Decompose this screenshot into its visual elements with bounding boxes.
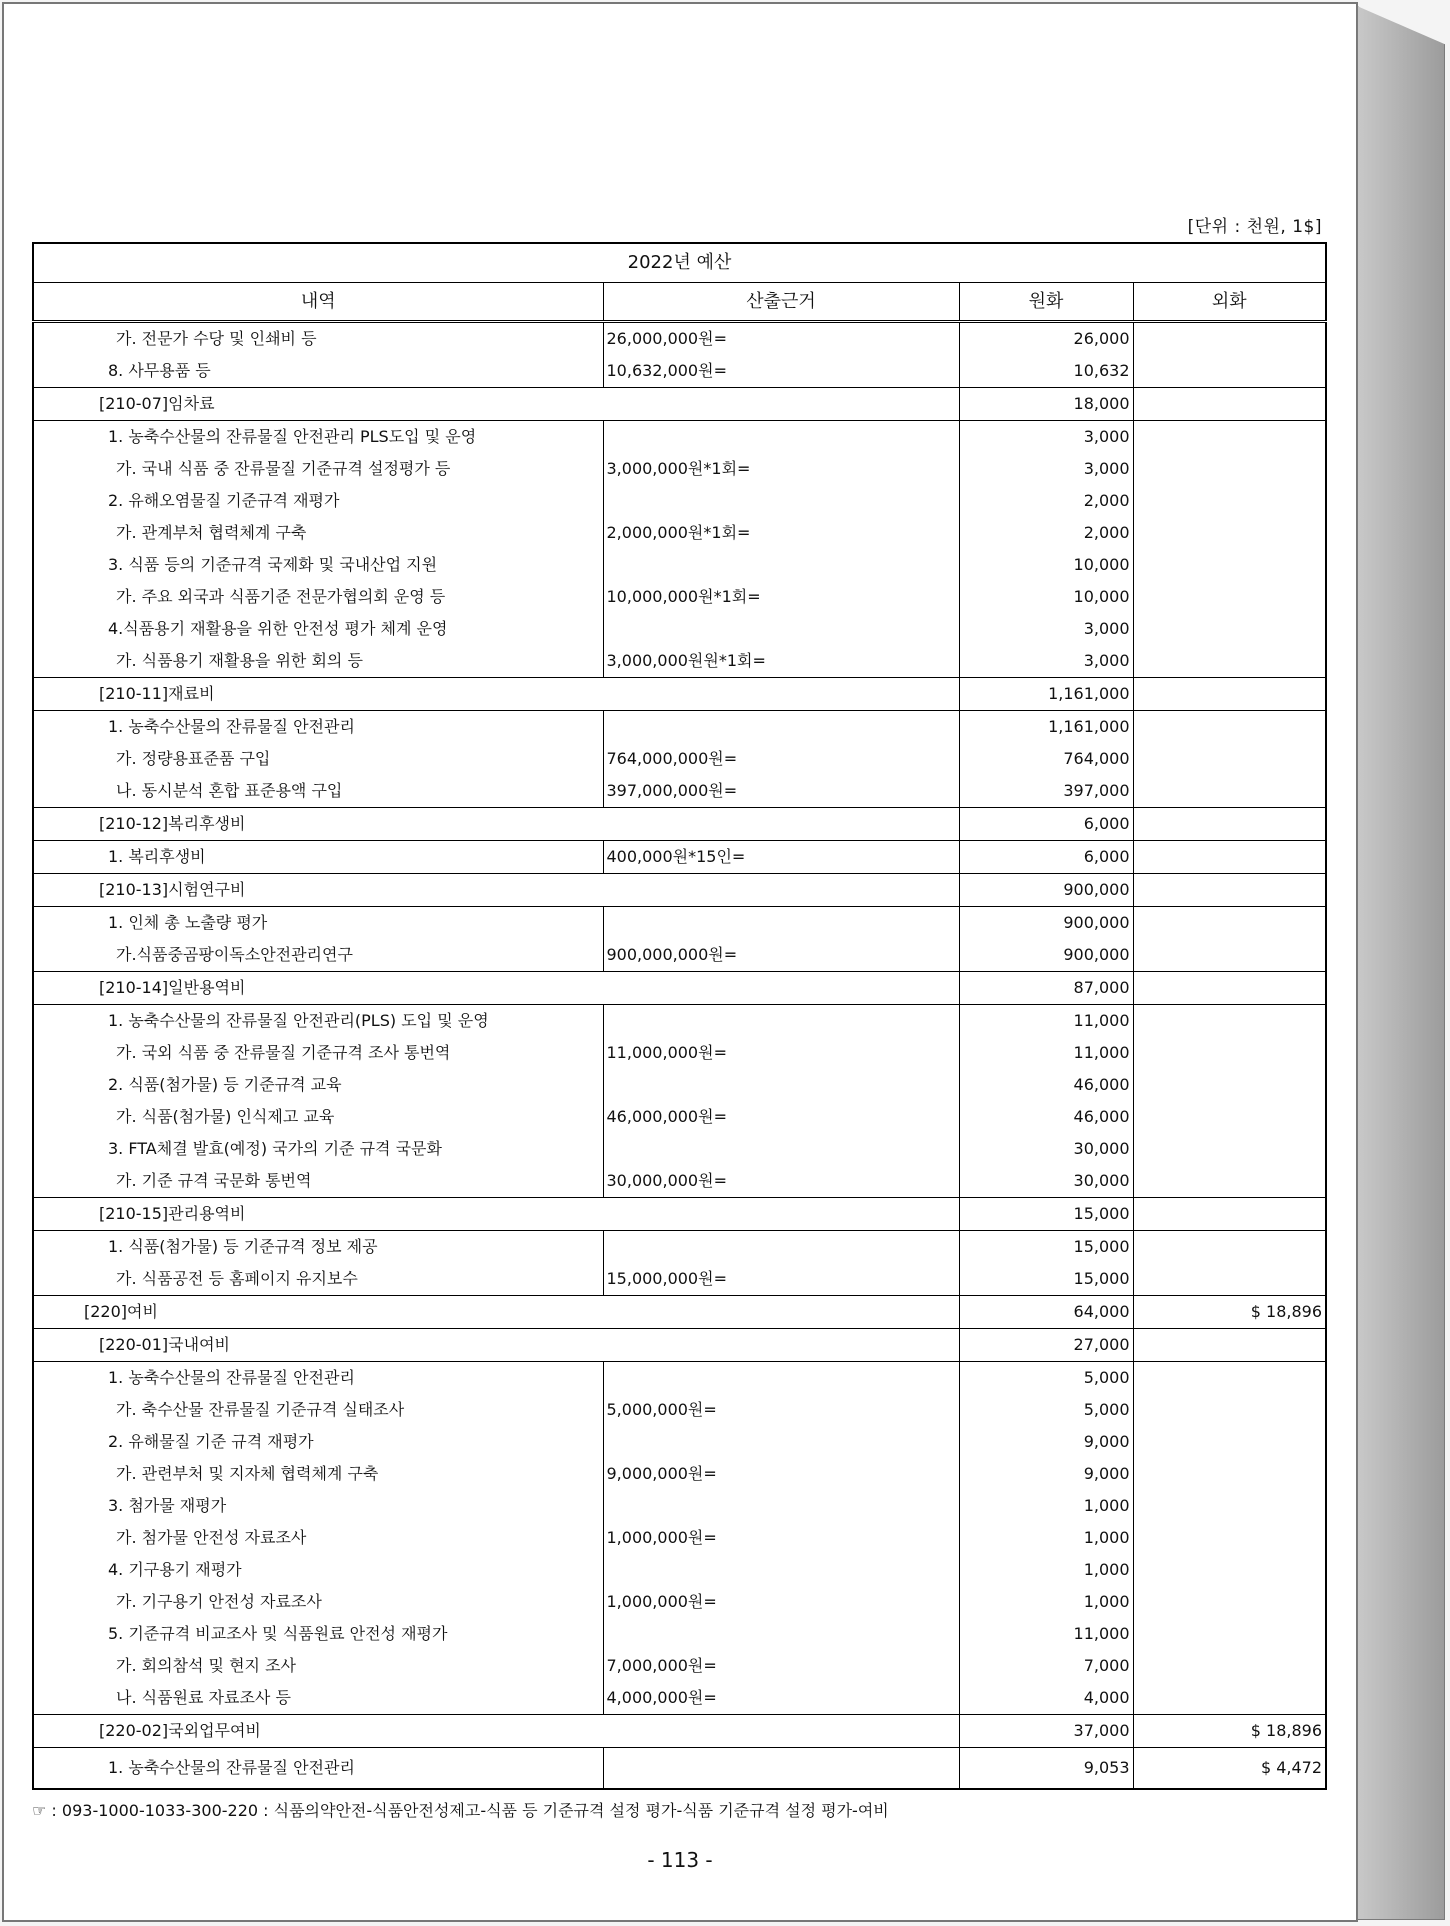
row-foreign	[1133, 1165, 1326, 1198]
header-foreign: 외화	[1133, 283, 1326, 322]
table-row	[33, 1005, 1326, 1038]
row-label: 가. 식품용기 재활용을 위한 회의 등	[33, 645, 603, 678]
row-krw: 11,000	[959, 1618, 1133, 1650]
row-basis	[603, 1362, 959, 1395]
row-krw: 7,000	[959, 1650, 1133, 1682]
table-row	[33, 517, 1326, 549]
row-basis	[603, 549, 959, 581]
row-basis: 900,000,000원=	[603, 939, 959, 972]
row-basis: 26,000,000원=	[603, 322, 959, 356]
table-row	[33, 1426, 1326, 1458]
row-krw: 3,000	[959, 421, 1133, 454]
table-row	[33, 1165, 1326, 1198]
row-label: 5. 기준규격 비교조사 및 식품원료 안전성 재평가	[33, 1618, 603, 1650]
row-krw: 1,000	[959, 1554, 1133, 1586]
row-krw: 30,000	[959, 1133, 1133, 1165]
row-krw: 26,000	[959, 322, 1133, 356]
section-row	[33, 1715, 1326, 1748]
row-foreign	[1133, 388, 1326, 421]
table-row	[33, 1101, 1326, 1133]
table-row	[33, 1133, 1326, 1165]
table-row	[33, 1522, 1326, 1554]
section-row	[33, 1198, 1326, 1231]
row-krw: 11,000	[959, 1005, 1133, 1038]
row-label: 1. 농축수산물의 잔류물질 안전관리	[33, 711, 603, 744]
table-row	[33, 581, 1326, 613]
row-krw: 3,000	[959, 645, 1133, 678]
row-foreign	[1133, 1682, 1326, 1715]
row-basis: 1,000,000원=	[603, 1586, 959, 1618]
row-krw: 1,161,000	[959, 678, 1133, 711]
row-basis	[603, 711, 959, 744]
row-foreign	[1133, 775, 1326, 808]
row-label: 1. 복리후생비	[33, 841, 603, 874]
row-label: 3. FTA체결 발효(예정) 국가의 기준 규격 국문화	[33, 1133, 603, 1165]
row-basis	[603, 485, 959, 517]
row-krw: 1,000	[959, 1522, 1133, 1554]
page-number: - 113 -	[647, 1848, 713, 1872]
row-basis: 30,000,000원=	[603, 1165, 959, 1198]
row-foreign: $ 4,472	[1133, 1748, 1326, 1790]
row-krw: 15,000	[959, 1198, 1133, 1231]
table-row	[33, 1748, 1326, 1790]
row-basis: 9,000,000원=	[603, 1458, 959, 1490]
section-label: [210-13]시험연구비	[33, 874, 959, 907]
row-krw: 10,000	[959, 549, 1133, 581]
row-krw: 900,000	[959, 939, 1133, 972]
table-row	[33, 1618, 1326, 1650]
section-row	[33, 678, 1326, 711]
page-stack-edge	[1357, 6, 1445, 1920]
table-row	[33, 1586, 1326, 1618]
row-foreign	[1133, 1101, 1326, 1133]
row-label: 2. 식품(첨가물) 등 기준규격 교육	[33, 1069, 603, 1101]
row-label: 4. 기구용기 재평가	[33, 1554, 603, 1586]
section-row	[33, 1329, 1326, 1362]
section-row	[33, 972, 1326, 1005]
row-label: 1. 농축수산물의 잔류물질 안전관리 PLS도입 및 운영	[33, 421, 603, 454]
row-foreign	[1133, 1069, 1326, 1101]
row-foreign	[1133, 1231, 1326, 1264]
row-foreign	[1133, 1426, 1326, 1458]
row-label: 가. 기준 규격 국문화 통번역	[33, 1165, 603, 1198]
row-label: 2. 유해오염물질 기준규격 재평가	[33, 485, 603, 517]
row-basis: 2,000,000원*1회=	[603, 517, 959, 549]
table-row	[33, 1037, 1326, 1069]
section-row	[33, 1296, 1326, 1329]
row-krw: 1,000	[959, 1586, 1133, 1618]
section-label: [220-02]국외업무여비	[33, 1715, 959, 1748]
table-row	[33, 743, 1326, 775]
row-label: 가. 기구용기 안전성 자료조사	[33, 1586, 603, 1618]
row-foreign	[1133, 874, 1326, 907]
section-row	[33, 808, 1326, 841]
table-row	[33, 1069, 1326, 1101]
row-basis: 397,000,000원=	[603, 775, 959, 808]
row-label: 가. 축수산물 잔류물질 기준규격 실태조사	[33, 1394, 603, 1426]
table-row	[33, 1362, 1326, 1395]
row-basis: 764,000,000원=	[603, 743, 959, 775]
row-krw: 11,000	[959, 1037, 1133, 1069]
row-foreign	[1133, 1458, 1326, 1490]
row-foreign	[1133, 1522, 1326, 1554]
row-basis	[603, 1069, 959, 1101]
row-krw: 5,000	[959, 1362, 1133, 1395]
row-label: 가. 관련부처 및 지자체 협력체계 구축	[33, 1458, 603, 1490]
row-basis: 7,000,000원=	[603, 1650, 959, 1682]
row-krw: 900,000	[959, 907, 1133, 940]
row-foreign	[1133, 939, 1326, 972]
row-basis	[603, 907, 959, 940]
table-row	[33, 1458, 1326, 1490]
table-row	[33, 1650, 1326, 1682]
row-foreign	[1133, 1650, 1326, 1682]
row-foreign	[1133, 711, 1326, 744]
row-foreign	[1133, 1618, 1326, 1650]
row-foreign	[1133, 1490, 1326, 1522]
row-label: 1. 농축수산물의 잔류물질 안전관리(PLS) 도입 및 운영	[33, 1005, 603, 1038]
row-label: 1. 농축수산물의 잔류물질 안전관리	[33, 1748, 603, 1790]
row-label: 가. 식품공전 등 홈페이지 유지보수	[33, 1263, 603, 1296]
row-krw: 87,000	[959, 972, 1133, 1005]
table-row	[33, 711, 1326, 744]
table-row	[33, 1231, 1326, 1264]
table-row	[33, 322, 1326, 356]
row-basis: 1,000,000원=	[603, 1522, 959, 1554]
section-row	[33, 388, 1326, 421]
row-krw: 6,000	[959, 841, 1133, 874]
table-row	[33, 1554, 1326, 1586]
row-krw: 397,000	[959, 775, 1133, 808]
row-foreign	[1133, 1133, 1326, 1165]
row-label: 1. 식품(첨가물) 등 기준규격 정보 제공	[33, 1231, 603, 1264]
row-krw: 2,000	[959, 485, 1133, 517]
row-foreign	[1133, 1198, 1326, 1231]
row-basis: 4,000,000원=	[603, 1682, 959, 1715]
row-basis: 3,000,000원*1회=	[603, 453, 959, 485]
section-label: [210-07]임차료	[33, 388, 959, 421]
row-label: 가. 첨가물 안전성 자료조사	[33, 1522, 603, 1554]
unit-note: [단위 : 천원, 1$]	[1187, 217, 1322, 237]
row-label: 가. 관계부처 협력체계 구축	[33, 517, 603, 549]
row-foreign	[1133, 549, 1326, 581]
row-krw: 18,000	[959, 388, 1133, 421]
header-item: 내역	[33, 283, 603, 322]
row-krw: 9,053	[959, 1748, 1133, 1790]
section-label: [210-15]관리용역비	[33, 1198, 959, 1231]
row-krw: 900,000	[959, 874, 1133, 907]
row-foreign	[1133, 841, 1326, 874]
table-row	[33, 1490, 1326, 1522]
row-foreign	[1133, 613, 1326, 645]
row-krw: 10,000	[959, 581, 1133, 613]
row-label: 1. 인체 총 노출량 평가	[33, 907, 603, 940]
row-foreign	[1133, 972, 1326, 1005]
row-foreign	[1133, 517, 1326, 549]
row-basis: 5,000,000원=	[603, 1394, 959, 1426]
row-basis: 11,000,000원=	[603, 1037, 959, 1069]
table-row	[33, 355, 1326, 388]
row-krw: 37,000	[959, 1715, 1133, 1748]
section-label: [210-14]일반용역비	[33, 972, 959, 1005]
row-label: 가. 회의참석 및 현지 조사	[33, 1650, 603, 1682]
table-row	[33, 841, 1326, 874]
row-label: 가. 식품(첨가물) 인식제고 교육	[33, 1101, 603, 1133]
row-foreign	[1133, 1329, 1326, 1362]
row-basis: 15,000,000원=	[603, 1263, 959, 1296]
budget-table	[32, 242, 1327, 1790]
row-label: 가. 국내 식품 중 잔류물질 기준규격 설정평가 등	[33, 453, 603, 485]
row-basis	[603, 613, 959, 645]
row-krw: 64,000	[959, 1296, 1133, 1329]
row-label: 가. 국외 식품 중 잔류물질 기준규격 조사 통번역	[33, 1037, 603, 1069]
row-label: 가.식품중곰팡이독소안전관리연구	[33, 939, 603, 972]
row-krw: 4,000	[959, 1682, 1133, 1715]
row-label: 가. 주요 외국과 식품기준 전문가협의회 운영 등	[33, 581, 603, 613]
row-foreign	[1133, 453, 1326, 485]
row-foreign	[1133, 678, 1326, 711]
row-krw: 46,000	[959, 1101, 1133, 1133]
section-row	[33, 874, 1326, 907]
row-basis: 10,632,000원=	[603, 355, 959, 388]
table-row	[33, 1263, 1326, 1296]
row-krw: 9,000	[959, 1426, 1133, 1458]
section-label: [220]여비	[33, 1296, 959, 1329]
row-krw: 1,161,000	[959, 711, 1133, 744]
row-label: 나. 동시분석 혼합 표준용액 구입	[33, 775, 603, 808]
table-row	[33, 645, 1326, 678]
table-row	[33, 939, 1326, 972]
table-row	[33, 613, 1326, 645]
row-label: 가. 전문가 수당 및 인쇄비 등	[33, 322, 603, 356]
table-title: 2022년 예산	[33, 243, 1326, 283]
header-basis: 산출근거	[603, 283, 959, 322]
row-foreign	[1133, 1586, 1326, 1618]
row-basis	[603, 1231, 959, 1264]
footnote: ☞ : 093-1000-1033-300-220 : 식품의약안전-식품안전성제고-식품 등 기준규격 설정 평가-식품 기준규격 설정 평가-여비	[32, 1801, 889, 1820]
row-foreign	[1133, 322, 1326, 356]
row-label: 가. 정량용표준품 구입	[33, 743, 603, 775]
row-krw: 9,000	[959, 1458, 1133, 1490]
row-krw: 3,000	[959, 613, 1133, 645]
table-row	[33, 775, 1326, 808]
row-foreign	[1133, 1005, 1326, 1038]
row-foreign	[1133, 421, 1326, 454]
row-krw: 3,000	[959, 453, 1133, 485]
row-foreign	[1133, 645, 1326, 678]
row-basis: 3,000,000원원*1회=	[603, 645, 959, 678]
table-row	[33, 421, 1326, 454]
row-foreign: $ 18,896	[1133, 1296, 1326, 1329]
row-foreign: $ 18,896	[1133, 1715, 1326, 1748]
row-label: 3. 첨가물 재평가	[33, 1490, 603, 1522]
row-krw: 46,000	[959, 1069, 1133, 1101]
table-row	[33, 549, 1326, 581]
row-krw: 2,000	[959, 517, 1133, 549]
row-foreign	[1133, 1554, 1326, 1586]
row-foreign	[1133, 581, 1326, 613]
row-label: 2. 유해물질 기준 규격 재평가	[33, 1426, 603, 1458]
row-basis	[603, 1426, 959, 1458]
row-label: 8. 사무용품 등	[33, 355, 603, 388]
row-basis: 400,000원*15인=	[603, 841, 959, 874]
table-row	[33, 485, 1326, 517]
row-foreign	[1133, 355, 1326, 388]
row-krw: 1,000	[959, 1490, 1133, 1522]
table-row	[33, 1682, 1326, 1715]
row-basis	[603, 421, 959, 454]
row-foreign	[1133, 907, 1326, 940]
row-foreign	[1133, 1362, 1326, 1395]
row-label: 1. 농축수산물의 잔류물질 안전관리	[33, 1362, 603, 1395]
row-foreign	[1133, 808, 1326, 841]
row-label: 4.식품용기 재활용을 위한 안전성 평가 체계 운영	[33, 613, 603, 645]
row-basis	[603, 1554, 959, 1586]
row-krw: 15,000	[959, 1263, 1133, 1296]
row-krw: 6,000	[959, 808, 1133, 841]
row-krw: 10,632	[959, 355, 1133, 388]
row-foreign	[1133, 1037, 1326, 1069]
row-krw: 764,000	[959, 743, 1133, 775]
row-krw: 27,000	[959, 1329, 1133, 1362]
row-krw: 5,000	[959, 1394, 1133, 1426]
table-row	[33, 907, 1326, 940]
section-label: [210-11]재료비	[33, 678, 959, 711]
row-foreign	[1133, 1263, 1326, 1296]
row-basis	[603, 1618, 959, 1650]
row-foreign	[1133, 485, 1326, 517]
row-basis: 46,000,000원=	[603, 1101, 959, 1133]
row-krw: 30,000	[959, 1165, 1133, 1198]
header-krw: 원화	[959, 283, 1133, 322]
row-krw: 15,000	[959, 1231, 1133, 1264]
row-basis	[603, 1490, 959, 1522]
section-label: [210-12]복리후생비	[33, 808, 959, 841]
row-basis	[603, 1748, 959, 1790]
row-label: 나. 식품원료 자료조사 등	[33, 1682, 603, 1715]
row-label: 3. 식품 등의 기준규격 국제화 및 국내산업 지원	[33, 549, 603, 581]
row-basis: 10,000,000원*1회=	[603, 581, 959, 613]
table-row	[33, 453, 1326, 485]
row-basis	[603, 1005, 959, 1038]
section-label: [220-01]국내여비	[33, 1329, 959, 1362]
row-foreign	[1133, 1394, 1326, 1426]
row-basis	[603, 1133, 959, 1165]
table-row	[33, 1394, 1326, 1426]
row-foreign	[1133, 743, 1326, 775]
